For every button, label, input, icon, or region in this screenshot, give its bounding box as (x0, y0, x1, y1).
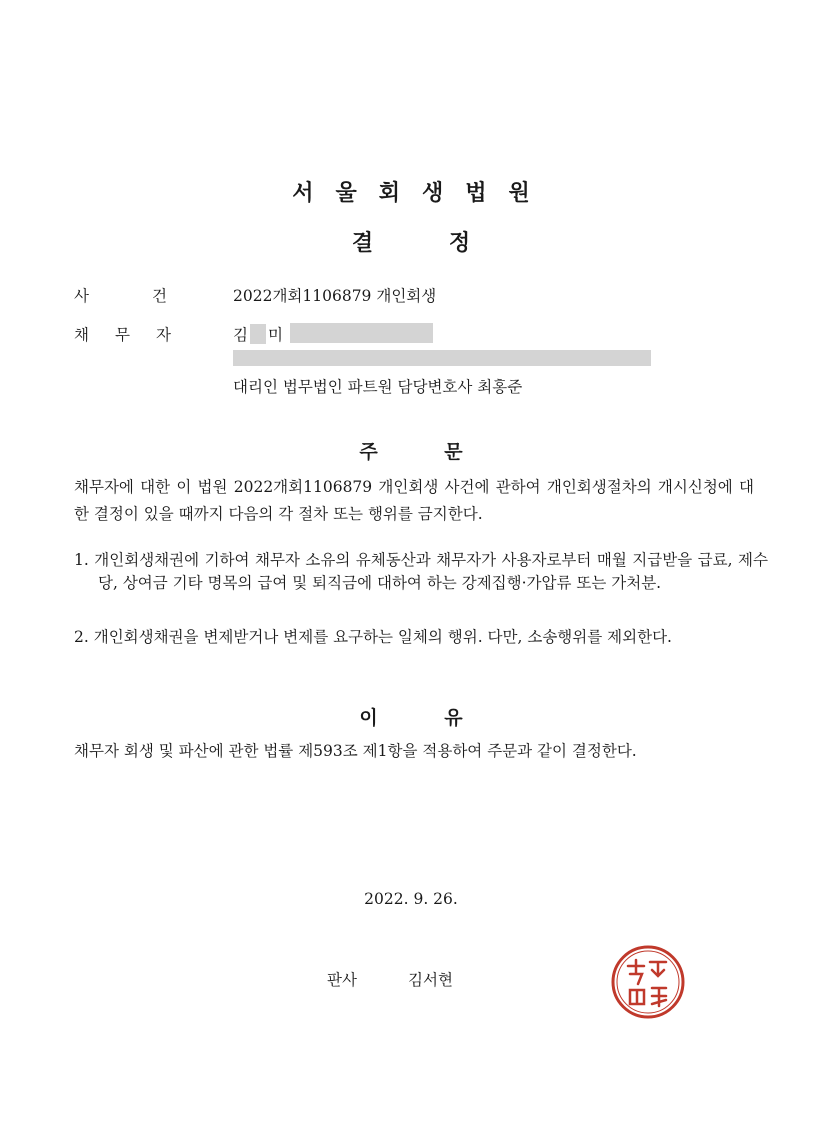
judge-name: 김서현 (408, 971, 453, 989)
court-name: 서울회생법원 (292, 181, 552, 206)
reason-title: 이 유 (359, 707, 463, 729)
debtor-name (233, 323, 283, 345)
case-number: 2022개회1106879 개인회생 (233, 287, 437, 305)
judge-seal-stamp (610, 944, 686, 1020)
order-intro: 채무자에 대한 이 법원 2022개회1106879 개인회생 사건에 관하여 개인회생절차의 개시신청에 대한 결정이 있을 때까지 다음의 각 절차 또는 행위를 금지한다. (74, 478, 754, 523)
order-item-1: 1. 개인회생채권에 기하여 채무자 소유의 유체동산과 채무자가 사용자로부터 매월 지급받을 급료, 제수당, 상여금 기타 명목의 급여 및 퇴직금에 대하여 하는 강제집행·가압류 또는 가처분. (74, 551, 768, 592)
redaction-block (290, 323, 433, 343)
debtor-name-last: 미 (267, 326, 283, 344)
redaction-block (233, 350, 651, 366)
case-label: 사건 (74, 287, 230, 305)
judge-title: 판사 (327, 971, 357, 989)
debtor-name-first: 김 (233, 326, 248, 344)
order-title: 주 문 (359, 441, 463, 463)
reason-text: 채무자 회생 및 파산에 관한 법률 제593조 제1항을 적용하여 주문과 같이 결정한다. (74, 742, 637, 760)
debtor-agent: 대리인 법무법인 파트원 담당변호사 최홍준 (233, 378, 523, 396)
redaction-block (250, 324, 266, 344)
document-type-title: 결 정 (351, 231, 471, 256)
decision-date: 2022. 9. 26. (364, 890, 458, 908)
order-item-2: 2. 개인회생채권을 변제받거나 변제를 요구하는 일체의 행위. 다만, 소송행위를 제외한다. (74, 628, 672, 646)
debtor-label: 채무자 (74, 326, 197, 344)
